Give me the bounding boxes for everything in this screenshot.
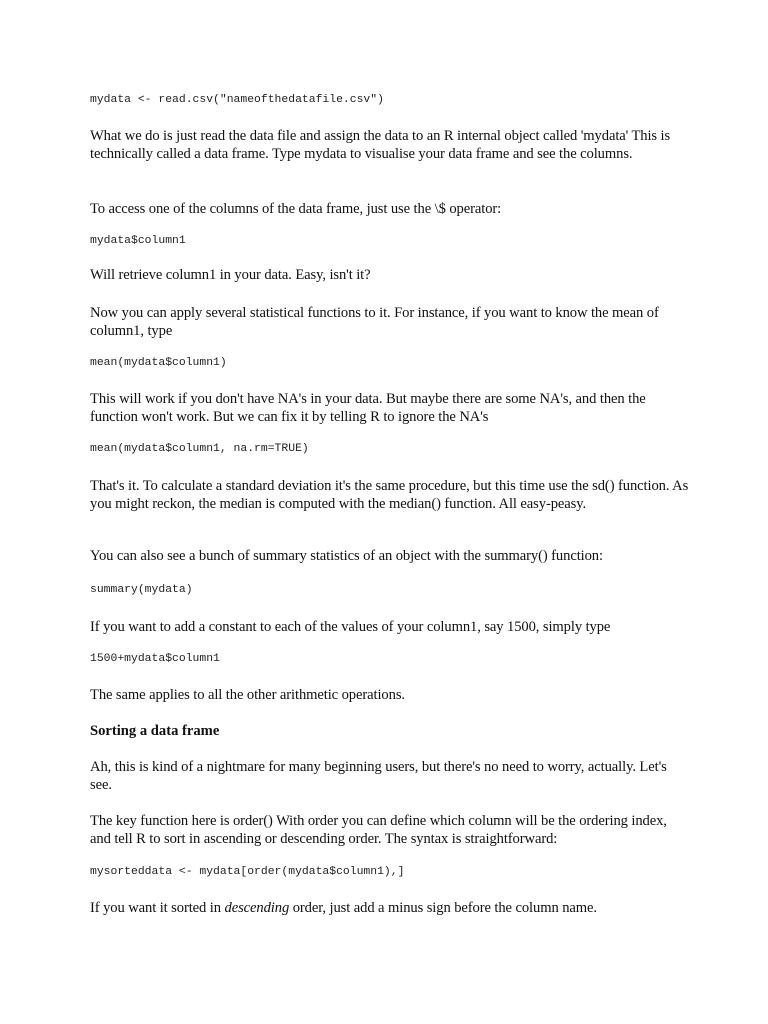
paragraph-retrieve-column: Will retrieve column1 in your data. Easy, isn't it? [90, 267, 371, 283]
paragraph-arithmetic: The same applies to all the other arithmetic operations. [90, 687, 405, 703]
descending-text-after: order, just add a minus sign before the column name. [289, 900, 597, 916]
code-order: mysorteddata <- mydata[order(mydata$column1),] [90, 866, 405, 878]
paragraph-summary: You can also see a bunch of summary statistics of an object with the summary() function: [90, 548, 603, 564]
paragraph-read-data-explanation: What we do is just read the data file and assign the data to an R internal object called 'mydata' This is technically called a data frame. Type mydata to visualise your data frame and see the columns. [90, 128, 671, 162]
paragraph-column-access: To access one of the columns of the data frame, just use the \$ operator: [90, 201, 502, 217]
paragraph-statistical-functions: Now you can apply several statistical functions to it. For instance, if you want to know the mean of column1, type [90, 305, 659, 339]
paragraph-standard-deviation: That's it. To calculate a standard deviation it's the same procedure, but this time use the sd() function. As you might reckon, the median is computed with the median() function. All easy-peasy. [90, 478, 689, 512]
descending-text-before: If you want it sorted in [90, 900, 225, 916]
code-read-csv: mydata <- read.csv("nameofthedatafile.csv") [90, 94, 384, 106]
paragraph-order-function: The key function here is order() With order you can define which column will be the ordering index, and tell R to sort in ascending or descending order. The syntax is straightforward: [90, 813, 667, 847]
paragraph-sorting-intro: Ah, this is kind of a nightmare for many beginning users, but there's no need to worry, actually. Let's see. [90, 759, 667, 793]
paragraph-add-constant: If you want to add a constant to each of the values of your column1, say 1500, simply type [90, 619, 611, 635]
code-mean: mean(mydata$column1) [90, 357, 227, 369]
descending-emphasis: descending [224, 900, 290, 916]
code-column-access: mydata$column1 [90, 235, 186, 247]
paragraph-na-values: This will work if you don't have NA's in your data. But maybe there are some NA's, and then the function won't work. But we can fix it by telling R to ignore the NA's [90, 391, 646, 425]
paragraph-descending [90, 899, 690, 917]
code-mean-na-rm: mean(mydata$column1, na.rm=TRUE) [90, 443, 309, 455]
code-summary: summary(mydata) [90, 584, 193, 596]
section-heading-sorting: Sorting a data frame [90, 723, 220, 739]
code-add-constant: 1500+mydata$column1 [90, 653, 220, 665]
